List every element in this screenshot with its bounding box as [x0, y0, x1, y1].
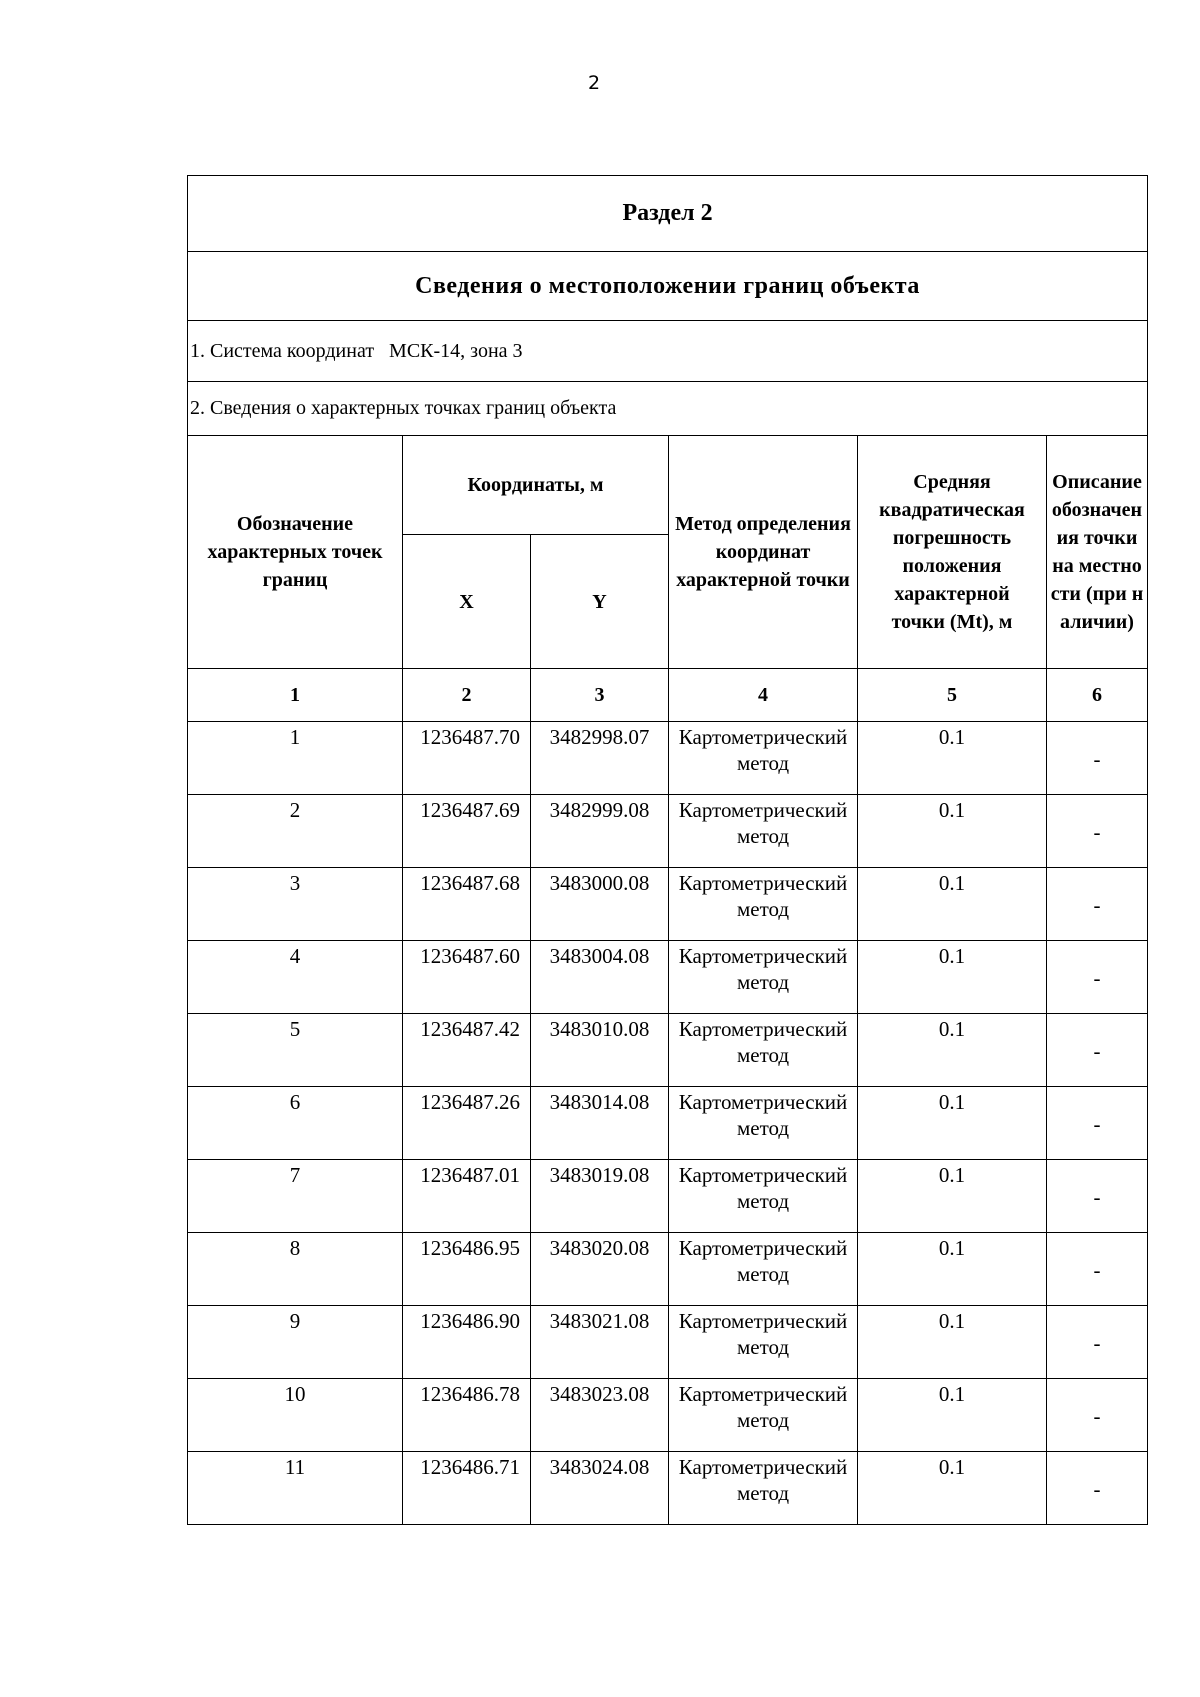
column-number: 3	[531, 669, 669, 722]
table-row	[188, 1452, 1148, 1525]
point-description-cell	[1047, 941, 1148, 1014]
mean-error: 0.1	[938, 1163, 966, 1187]
coord-y-cell	[531, 1014, 669, 1087]
coord-x: 1236486.95	[420, 1236, 520, 1260]
coord-y: 3482999.08	[549, 798, 650, 822]
coord-y-cell	[531, 868, 669, 941]
coord-x: 1236486.78	[420, 1382, 520, 1406]
table-row	[188, 722, 1148, 795]
section-title: Раздел 2	[188, 176, 1148, 252]
mean-error-cell	[858, 1306, 1047, 1379]
point-description: -	[1093, 820, 1101, 844]
method-cell	[669, 1306, 858, 1379]
mean-error-cell	[858, 1087, 1047, 1160]
point-number: 6	[289, 1090, 301, 1114]
header-method: Метод определения координат характерной точки	[669, 436, 858, 669]
point-description: -	[1093, 1039, 1101, 1063]
coord-y-cell	[531, 795, 669, 868]
point-number-cell	[188, 722, 403, 795]
method: Картометрический метод	[678, 1163, 848, 1213]
column-number: 1	[188, 669, 403, 722]
coord-y-cell	[531, 722, 669, 795]
point-description-cell	[1047, 1087, 1148, 1160]
table-row	[188, 1160, 1148, 1233]
point-number-cell	[188, 1306, 403, 1379]
point-number: 8	[289, 1236, 301, 1260]
coord-x-cell	[403, 868, 531, 941]
point-description: -	[1093, 1404, 1101, 1428]
point-description-cell	[1047, 1233, 1148, 1306]
point-description-cell	[1047, 1160, 1148, 1233]
coord-y-cell	[531, 1452, 669, 1525]
mean-error-cell	[858, 1379, 1047, 1452]
point-description: -	[1093, 966, 1101, 990]
table-row	[188, 1014, 1148, 1087]
point-description: -	[1093, 1258, 1101, 1282]
point-description: -	[1093, 1477, 1101, 1501]
method: Картометрический метод	[678, 944, 848, 994]
mean-error: 0.1	[938, 1090, 966, 1114]
point-description-cell	[1047, 795, 1148, 868]
point-description: -	[1093, 747, 1101, 771]
method-cell	[669, 941, 858, 1014]
method-cell	[669, 1160, 858, 1233]
coord-y: 3483004.08	[549, 944, 650, 968]
coord-x-cell	[403, 941, 531, 1014]
coord-x-cell	[403, 722, 531, 795]
column-number: 5	[858, 669, 1047, 722]
coord-x-cell	[403, 1233, 531, 1306]
point-description-cell	[1047, 1306, 1148, 1379]
mean-error: 0.1	[938, 1382, 966, 1406]
coord-y-cell	[531, 1160, 669, 1233]
mean-error: 0.1	[938, 871, 966, 895]
mean-error: 0.1	[938, 1236, 966, 1260]
header-error: Средняя квадратическая погрешность положения характерной точки (Mt), м	[858, 436, 1047, 669]
point-number: 1	[289, 725, 301, 749]
point-number-cell	[188, 1087, 403, 1160]
method: Картометрический метод	[678, 1309, 848, 1359]
point-number: 11	[284, 1455, 306, 1479]
point-number: 7	[289, 1163, 301, 1187]
coord-y-cell	[531, 1087, 669, 1160]
header-designation: Обозначение характерных точек границ	[188, 436, 403, 669]
table-row	[188, 1379, 1148, 1452]
point-description: -	[1093, 1185, 1101, 1209]
method-cell	[669, 868, 858, 941]
method: Картометрический метод	[678, 1455, 848, 1505]
method: Картометрический метод	[678, 1382, 848, 1432]
coord-x-cell	[403, 1306, 531, 1379]
mean-error-cell	[858, 1233, 1047, 1306]
mean-error-cell	[858, 1160, 1047, 1233]
point-description: -	[1093, 1112, 1101, 1136]
coord-x-cell	[403, 1014, 531, 1087]
coord-x: 1236487.70	[420, 725, 520, 749]
point-number-cell	[188, 1233, 403, 1306]
method: Картометрический метод	[678, 725, 848, 775]
method-cell	[669, 1014, 858, 1087]
coord-x: 1236487.68	[420, 871, 520, 895]
boundary-points-table	[187, 175, 1148, 1525]
table-row	[188, 1087, 1148, 1160]
method-cell	[669, 1379, 858, 1452]
point-number: 9	[289, 1309, 301, 1333]
mean-error-cell	[858, 1452, 1047, 1525]
point-number-cell	[188, 1160, 403, 1233]
page-number: 2	[587, 72, 601, 94]
coord-y-cell	[531, 941, 669, 1014]
coord-y: 3483010.08	[549, 1017, 650, 1041]
coord-y: 3483021.08	[549, 1309, 650, 1333]
table-row	[188, 868, 1148, 941]
coord-y: 3483019.08	[549, 1163, 650, 1187]
mean-error: 0.1	[938, 1455, 966, 1479]
point-number: 5	[289, 1017, 301, 1041]
coord-x-cell	[403, 1452, 531, 1525]
mean-error: 0.1	[938, 1017, 966, 1041]
point-description: -	[1093, 1331, 1101, 1355]
coord-y: 3483000.08	[549, 871, 650, 895]
method-cell	[669, 1452, 858, 1525]
coord-y-cell	[531, 1233, 669, 1306]
table-row	[188, 1233, 1148, 1306]
mean-error: 0.1	[938, 1309, 966, 1333]
coord-x-cell	[403, 1087, 531, 1160]
table-row	[188, 1306, 1148, 1379]
mean-error-cell	[858, 1014, 1047, 1087]
header-coordinates: Координаты, м	[403, 436, 669, 535]
method-cell	[669, 722, 858, 795]
coord-x-cell	[403, 1160, 531, 1233]
point-number-cell	[188, 941, 403, 1014]
coord-x: 1236487.01	[420, 1163, 520, 1187]
table-row	[188, 941, 1148, 1014]
point-number-cell	[188, 868, 403, 941]
method: Картометрический метод	[678, 1017, 848, 1067]
header-description: Описание обозначения точки на местности (при наличии)	[1047, 436, 1148, 669]
column-number: 6	[1047, 669, 1148, 722]
method: Картометрический метод	[678, 798, 848, 848]
point-number-cell	[188, 1379, 403, 1452]
point-number-cell	[188, 1014, 403, 1087]
point-description-cell	[1047, 1014, 1148, 1087]
mean-error-cell	[858, 722, 1047, 795]
point-number: 3	[289, 871, 301, 895]
method-cell	[669, 1087, 858, 1160]
coord-x-cell	[403, 795, 531, 868]
coord-x-cell	[403, 1379, 531, 1452]
coord-y: 3482998.07	[549, 725, 650, 749]
point-number: 2	[289, 798, 301, 822]
point-description-cell	[1047, 1452, 1148, 1525]
table-row	[188, 795, 1148, 868]
points-title-line: 2. Сведения о характерных точках границ объекта	[188, 382, 1148, 436]
coord-y-cell	[531, 1306, 669, 1379]
coord-x: 1236486.71	[420, 1455, 520, 1479]
section-subtitle: Сведения о местоположении границ объекта	[188, 252, 1148, 321]
method-cell	[669, 1233, 858, 1306]
mean-error-cell	[858, 941, 1047, 1014]
coord-x: 1236487.42	[420, 1017, 520, 1041]
mean-error-cell	[858, 795, 1047, 868]
column-number: 2	[403, 669, 531, 722]
method-cell	[669, 795, 858, 868]
point-description: -	[1093, 893, 1101, 917]
header-x: X	[403, 535, 531, 669]
point-description-cell	[1047, 722, 1148, 795]
point-description-cell	[1047, 1379, 1148, 1452]
coord-x: 1236487.69	[420, 798, 520, 822]
point-number-cell	[188, 795, 403, 868]
coord-x: 1236487.60	[420, 944, 520, 968]
coord-x: 1236486.90	[420, 1309, 520, 1333]
method: Картометрический метод	[678, 871, 848, 921]
mean-error: 0.1	[938, 798, 966, 822]
mean-error-cell	[858, 868, 1047, 941]
method: Картометрический метод	[678, 1236, 848, 1286]
method: Картометрический метод	[678, 1090, 848, 1140]
coord-y: 3483014.08	[549, 1090, 650, 1114]
coord-x: 1236487.26	[420, 1090, 520, 1114]
point-number: 10	[284, 1382, 306, 1406]
column-number-row	[188, 669, 1148, 722]
coord-y: 3483023.08	[549, 1382, 650, 1406]
point-number: 4	[289, 944, 301, 968]
coord-y: 3483020.08	[549, 1236, 650, 1260]
point-description-cell	[1047, 868, 1148, 941]
header-y: Y	[531, 535, 669, 669]
coord-y-cell	[531, 1379, 669, 1452]
coord-system-line: 1. Система координат МСК-14, зона 3	[188, 321, 1148, 382]
column-number: 4	[669, 669, 858, 722]
mean-error: 0.1	[938, 944, 966, 968]
coord-y: 3483024.08	[549, 1455, 650, 1479]
mean-error: 0.1	[938, 725, 966, 749]
point-number-cell	[188, 1452, 403, 1525]
